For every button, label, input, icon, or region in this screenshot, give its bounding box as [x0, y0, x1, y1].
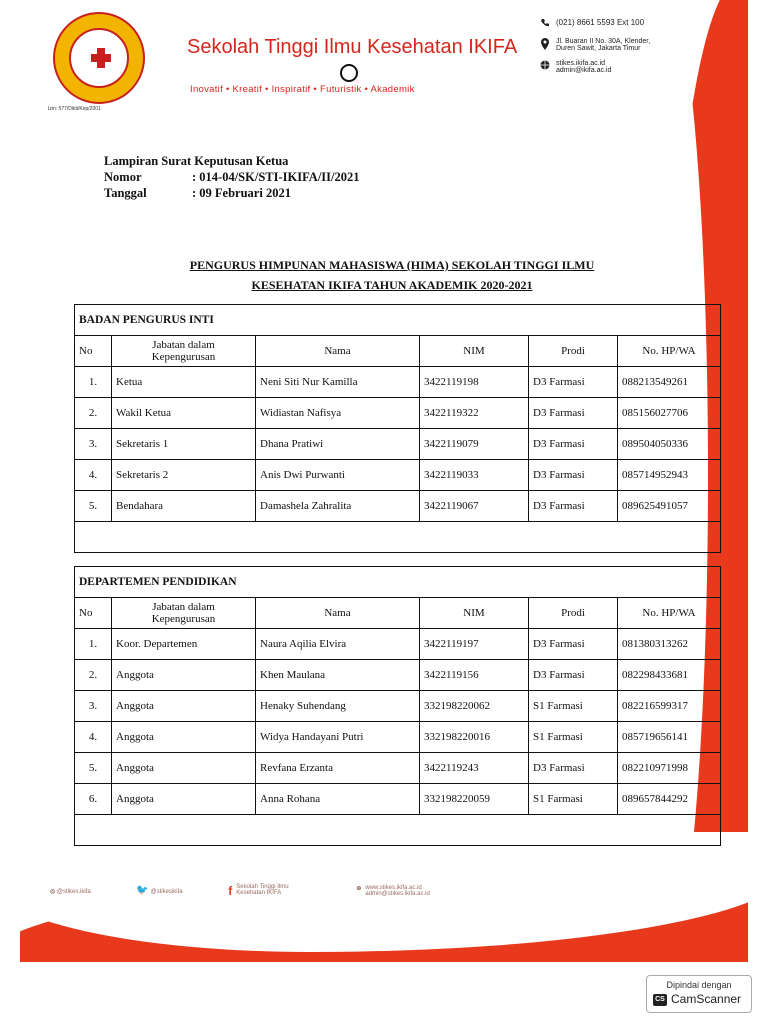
- cell-nama: Dhana Pratiwi: [256, 429, 420, 460]
- table-row: [75, 784, 721, 815]
- cell-no: 4.: [75, 722, 112, 753]
- camscanner-watermark: [646, 975, 752, 1013]
- footer-instagram: ◎ @stikes.ikifa: [50, 888, 91, 895]
- cell-prodi: D3 Farmasi: [529, 367, 618, 398]
- table-pengurus-inti: [74, 304, 721, 553]
- cell-no: 1.: [75, 629, 112, 660]
- cell-jabatan: Anggota: [112, 753, 256, 784]
- decree-date-label: Tanggal: [104, 186, 147, 200]
- cell-nim: 3422119322: [420, 398, 529, 429]
- cell-prodi: D3 Farmasi: [529, 753, 618, 784]
- cell-prodi: S1 Farmasi: [529, 722, 618, 753]
- decree-date-value: : 09 Februari 2021: [192, 186, 291, 200]
- cell-jabatan: Bendahara: [112, 491, 256, 522]
- contact-phone: (021) 8661 5593 Ext 100: [540, 18, 644, 28]
- cell-nama: Khen Maulana: [256, 660, 420, 691]
- cell-nim: 3422119079: [420, 429, 529, 460]
- col-prodi: Prodi: [529, 598, 618, 629]
- cell-nama: Widya Handayani Putri: [256, 722, 420, 753]
- table-row: [75, 691, 721, 722]
- section-title: BADAN PENGURUS INTI: [75, 305, 721, 336]
- table-header: [75, 598, 721, 629]
- cell-nama: Henaky Suhendang: [256, 691, 420, 722]
- cell-hp: 085719656141: [618, 722, 721, 753]
- blank-row: [75, 522, 721, 553]
- cell-jabatan: Anggota: [112, 784, 256, 815]
- cell-nim: 3422119198: [420, 367, 529, 398]
- cell-hp: 082216599317: [618, 691, 721, 722]
- col-hp: No. HP/WA: [618, 336, 721, 367]
- col-no: No: [75, 598, 112, 629]
- col-no: No: [75, 336, 112, 367]
- col-nim: NIM: [420, 336, 529, 367]
- cell-prodi: D3 Farmasi: [529, 491, 618, 522]
- decree-block: [104, 153, 360, 201]
- cell-nama: Neni Siti Nur Kamilla: [256, 367, 420, 398]
- table-departemen-pendidikan: [74, 566, 721, 846]
- cell-nama: Damashela Zahralita: [256, 491, 420, 522]
- col-jabatan: Jabatan dalam Kepengurusan: [112, 598, 256, 629]
- cell-nim: 3422119033: [420, 460, 529, 491]
- blank-row: [75, 815, 721, 846]
- cell-nim: 332198220062: [420, 691, 529, 722]
- cell-jabatan: Sekretaris 1: [112, 429, 256, 460]
- globe-icon: [540, 60, 550, 70]
- cell-nim: 3422119197: [420, 629, 529, 660]
- cell-prodi: D3 Farmasi: [529, 660, 618, 691]
- table-row: [75, 753, 721, 784]
- table-row: [75, 629, 721, 660]
- col-nim: NIM: [420, 598, 529, 629]
- location-pin-icon: [540, 38, 550, 48]
- circle-mark: [340, 64, 358, 82]
- col-nama: Nama: [256, 336, 420, 367]
- table-header: [75, 336, 721, 367]
- cell-no: 4.: [75, 460, 112, 491]
- logo-caption: Izin: 577/Dikti/Kep/2001: [48, 106, 101, 112]
- cell-nama: Naura Aqilia Elvira: [256, 629, 420, 660]
- table-row: [75, 429, 721, 460]
- scanner-caption: Dipindai dengan: [666, 980, 732, 990]
- cell-prodi: D3 Farmasi: [529, 460, 618, 491]
- cell-prodi: D3 Farmasi: [529, 429, 618, 460]
- cell-jabatan: Anggota: [112, 722, 256, 753]
- cell-hp: 081380313262: [618, 629, 721, 660]
- contact-address: Jl. Buaran II No. 30A, Klender, Duren Sawit, Jakarta Timur: [540, 38, 650, 52]
- cell-nim: 3422119156: [420, 660, 529, 691]
- cell-no: 2.: [75, 398, 112, 429]
- cell-hp: 085714952943: [618, 460, 721, 491]
- cell-prodi: D3 Farmasi: [529, 398, 618, 429]
- cell-nama: Anis Dwi Purwanti: [256, 460, 420, 491]
- institution-tagline: Inovatif • Kreatif • Inspiratif • Futuristik • Akademik: [190, 84, 415, 95]
- cell-no: 3.: [75, 691, 112, 722]
- cell-hp: 089657844292: [618, 784, 721, 815]
- cell-nim: 332198220059: [420, 784, 529, 815]
- table-row: [75, 460, 721, 491]
- cell-hp: 089625491057: [618, 491, 721, 522]
- twitter-icon: 🐦: [136, 884, 149, 896]
- decree-heading: Lampiran Surat Keputusan Ketua: [104, 154, 289, 168]
- document-title: PENGURUS HIMPUNAN MAHASISWA (HIMA) SEKOLAH TINGGI ILMU KESEHATAN IKIFA TAHUN AKADEMIK 2020-2021: [189, 258, 595, 292]
- cell-no: 5.: [75, 491, 112, 522]
- cell-no: 3.: [75, 429, 112, 460]
- cell-no: 5.: [75, 753, 112, 784]
- instagram-icon: ◎: [50, 888, 56, 895]
- footer: [50, 884, 496, 898]
- section-title: DEPARTEMEN PENDIDIKAN: [75, 567, 721, 598]
- cell-jabatan: Sekretaris 2: [112, 460, 256, 491]
- document-page: [20, 0, 748, 962]
- cell-jabatan: Anggota: [112, 660, 256, 691]
- table-row: [75, 398, 721, 429]
- cell-hp: 082298433681: [618, 660, 721, 691]
- cell-prodi: D3 Farmasi: [529, 629, 618, 660]
- cell-nama: Anna Rohana: [256, 784, 420, 815]
- cell-prodi: S1 Farmasi: [529, 691, 618, 722]
- cell-hp: 089504050336: [618, 429, 721, 460]
- decree-number-value: : 014-04/SK/STI-IKIFA/II/2021: [192, 170, 360, 184]
- cell-no: 1.: [75, 367, 112, 398]
- table-row: [75, 367, 721, 398]
- globe-icon: ⊕: [356, 886, 362, 892]
- col-nama: Nama: [256, 598, 420, 629]
- cell-jabatan: Anggota: [112, 691, 256, 722]
- cell-jabatan: Wakil Ketua: [112, 398, 256, 429]
- table-row: [75, 660, 721, 691]
- table-row: [75, 722, 721, 753]
- decree-number-label: Nomor: [104, 170, 142, 184]
- facebook-icon: f: [228, 884, 233, 898]
- footer-web: ⊕ www.stikes.ikifa.ac.id admin@stikes.ikifa.ac.id: [356, 885, 430, 897]
- cell-no: 2.: [75, 660, 112, 691]
- phone-icon: [540, 18, 550, 28]
- cell-nama: Revfana Erzanta: [256, 753, 420, 784]
- cell-nim: 332198220016: [420, 722, 529, 753]
- footer-twitter: 🐦 @stikesikifa: [136, 884, 183, 896]
- footer-facebook: f Sekolah Tinggi Ilmu Kesehatan IKIFA: [228, 884, 289, 898]
- cell-jabatan: Koor. Departemen: [112, 629, 256, 660]
- cell-no: 6.: [75, 784, 112, 815]
- col-hp: No. HP/WA: [618, 598, 721, 629]
- cell-jabatan: Ketua: [112, 367, 256, 398]
- cell-nama: Widiastan Nafisya: [256, 398, 420, 429]
- cell-prodi: S1 Farmasi: [529, 784, 618, 815]
- scanner-brand: CamScanner: [671, 992, 742, 1006]
- cell-hp: 082210971998: [618, 753, 721, 784]
- institution-logo: [53, 12, 145, 104]
- cell-hp: 088213549261: [618, 367, 721, 398]
- institution-name: Sekolah Tinggi Ilmu Kesehatan IKIFA: [187, 36, 518, 58]
- col-prodi: Prodi: [529, 336, 618, 367]
- col-jabatan: Jabatan dalam Kepengurusan: [112, 336, 256, 367]
- table-row: [75, 491, 721, 522]
- cell-hp: 085156027706: [618, 398, 721, 429]
- camscanner-logo-icon: CS: [653, 994, 667, 1006]
- cell-nim: 3422119243: [420, 753, 529, 784]
- contact-web: stikes.ikifa.ac.id admin@ikifa.ac.id: [540, 60, 611, 74]
- cell-nim: 3422119067: [420, 491, 529, 522]
